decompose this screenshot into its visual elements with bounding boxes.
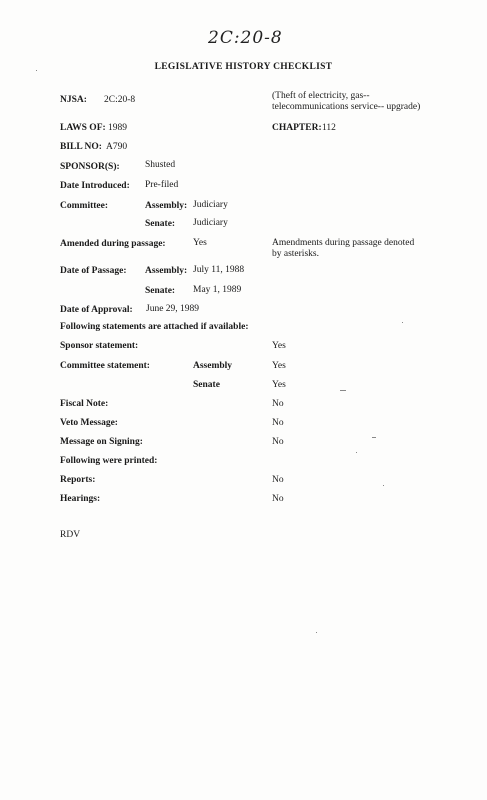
bill-no-value: A790 bbox=[106, 142, 128, 152]
amended-value: Yes bbox=[193, 238, 207, 248]
hearings-value: No bbox=[272, 494, 284, 504]
committee-senate-label: Senate: bbox=[145, 219, 176, 229]
passage-label: Date of Passage: bbox=[60, 266, 127, 276]
scan-speck bbox=[340, 390, 346, 391]
scan-speck bbox=[36, 70, 37, 71]
cs-senate-value: Yes bbox=[272, 380, 286, 390]
cs-assembly-label: Assembly bbox=[193, 361, 233, 371]
committee-assembly-label: Assembly: bbox=[145, 201, 188, 211]
sponsor-statement-value: Yes bbox=[272, 341, 286, 351]
committee-senate-value: Judiciary bbox=[193, 218, 228, 228]
attached-heading: Following statements are attached if available: bbox=[60, 322, 249, 332]
passage-assembly-value: July 11, 1988 bbox=[193, 265, 245, 275]
cs-senate-label: Senate bbox=[193, 380, 220, 390]
approval-label: Date of Approval: bbox=[60, 305, 133, 315]
description-line1: (Theft of electricity, gas-- bbox=[272, 91, 370, 101]
handwritten-number: 2C:20-8 bbox=[208, 28, 283, 48]
sponsor-value: Shusted bbox=[145, 160, 176, 170]
signing-label: Message on Signing: bbox=[60, 437, 143, 447]
chapter-value: 112 bbox=[322, 123, 336, 133]
laws-of-value: 1989 bbox=[108, 123, 127, 133]
scan-speck bbox=[356, 452, 357, 453]
veto-label: Veto Message: bbox=[60, 418, 118, 428]
passage-senate-value: May 1, 1989 bbox=[193, 285, 242, 295]
passage-assembly-label: Assembly: bbox=[145, 266, 188, 276]
sponsor-statement-label: Sponsor statement: bbox=[60, 341, 139, 351]
njsa-value: 2C:20-8 bbox=[104, 95, 136, 105]
page-title: LEGISLATIVE HISTORY CHECKLIST bbox=[154, 62, 333, 72]
reports-label: Reports: bbox=[60, 475, 96, 485]
committee-statement-label: Committee statement: bbox=[60, 361, 150, 371]
date-introduced-value: Pre-filed bbox=[145, 180, 179, 190]
approval-value: June 29, 1989 bbox=[146, 304, 200, 314]
amended-label: Amended during passage: bbox=[60, 239, 166, 249]
description-line2: telecommunications service-- upgrade) bbox=[272, 102, 421, 112]
committee-label: Committee: bbox=[60, 201, 109, 211]
printed-heading: Following were printed: bbox=[60, 456, 158, 466]
scan-speck bbox=[383, 485, 384, 486]
amended-note-line1: Amendments during passage denoted bbox=[272, 238, 415, 248]
chapter-label: CHAPTER: bbox=[272, 123, 322, 133]
passage-senate-label: Senate: bbox=[145, 286, 176, 296]
cs-assembly-value: Yes bbox=[272, 361, 286, 371]
hearings-label: Hearings: bbox=[60, 494, 101, 504]
laws-of-label: LAWS OF: bbox=[60, 123, 106, 133]
committee-assembly-value: Judiciary bbox=[193, 200, 228, 210]
date-introduced-label: Date Introduced: bbox=[60, 181, 130, 191]
fiscal-note-value: No bbox=[272, 399, 284, 409]
scan-speck bbox=[372, 437, 376, 438]
bill-no-label: BILL NO: bbox=[60, 142, 102, 152]
amended-note-line2: by asterisks. bbox=[272, 249, 319, 259]
njsa-label: NJSA: bbox=[60, 95, 87, 105]
fiscal-note-label: Fiscal Note: bbox=[60, 399, 109, 409]
signing-value: No bbox=[272, 437, 284, 447]
veto-value: No bbox=[272, 418, 284, 428]
reports-value: No bbox=[272, 475, 284, 485]
scan-speck bbox=[316, 632, 317, 633]
scan-speck bbox=[402, 322, 403, 323]
sponsor-label: SPONSOR(S): bbox=[60, 162, 120, 172]
initials: RDV bbox=[60, 530, 81, 540]
